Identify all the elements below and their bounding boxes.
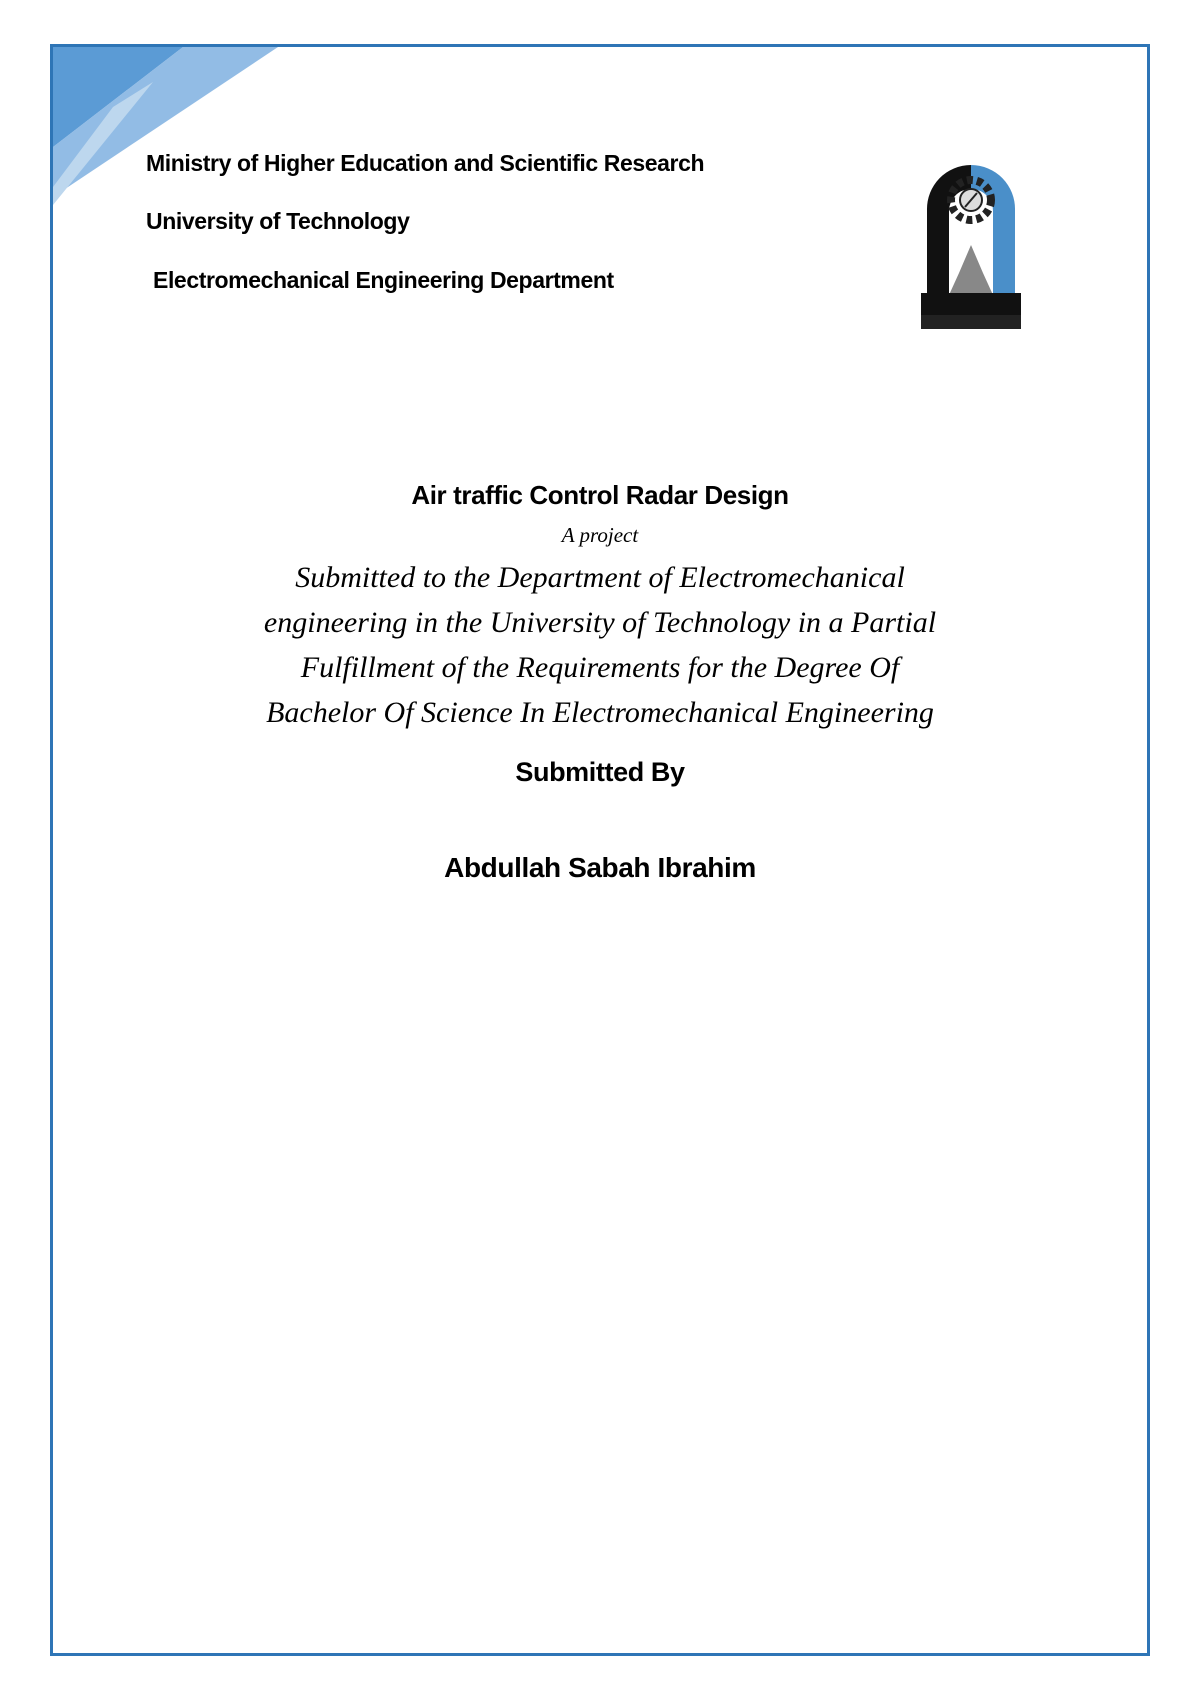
department-name: Electromechanical Engineering Department	[153, 267, 614, 293]
university-logo	[915, 155, 1027, 333]
description-line: Fulfillment of the Requirements for the Degree Of	[300, 651, 900, 684]
project-subtitle: A project	[561, 523, 639, 547]
ministry-name: Ministry of Higher Education and Scientific Research	[146, 150, 705, 176]
submitted-by-label: Submitted By	[515, 757, 685, 787]
project-description	[0, 555, 1200, 735]
university-name: University of Technology	[146, 208, 410, 234]
project-title: Air traffic Control Radar Design	[411, 480, 789, 510]
description-line: Bachelor Of Science In Electromechanical Engineering	[266, 696, 934, 729]
author-name: Abdullah Sabah Ibrahim	[444, 852, 756, 883]
description-line: engineering in the University of Technology in a Partial	[263, 606, 937, 639]
description-line: Submitted to the Department of Electromechanical	[295, 561, 905, 594]
corner-decoration	[53, 47, 283, 207]
